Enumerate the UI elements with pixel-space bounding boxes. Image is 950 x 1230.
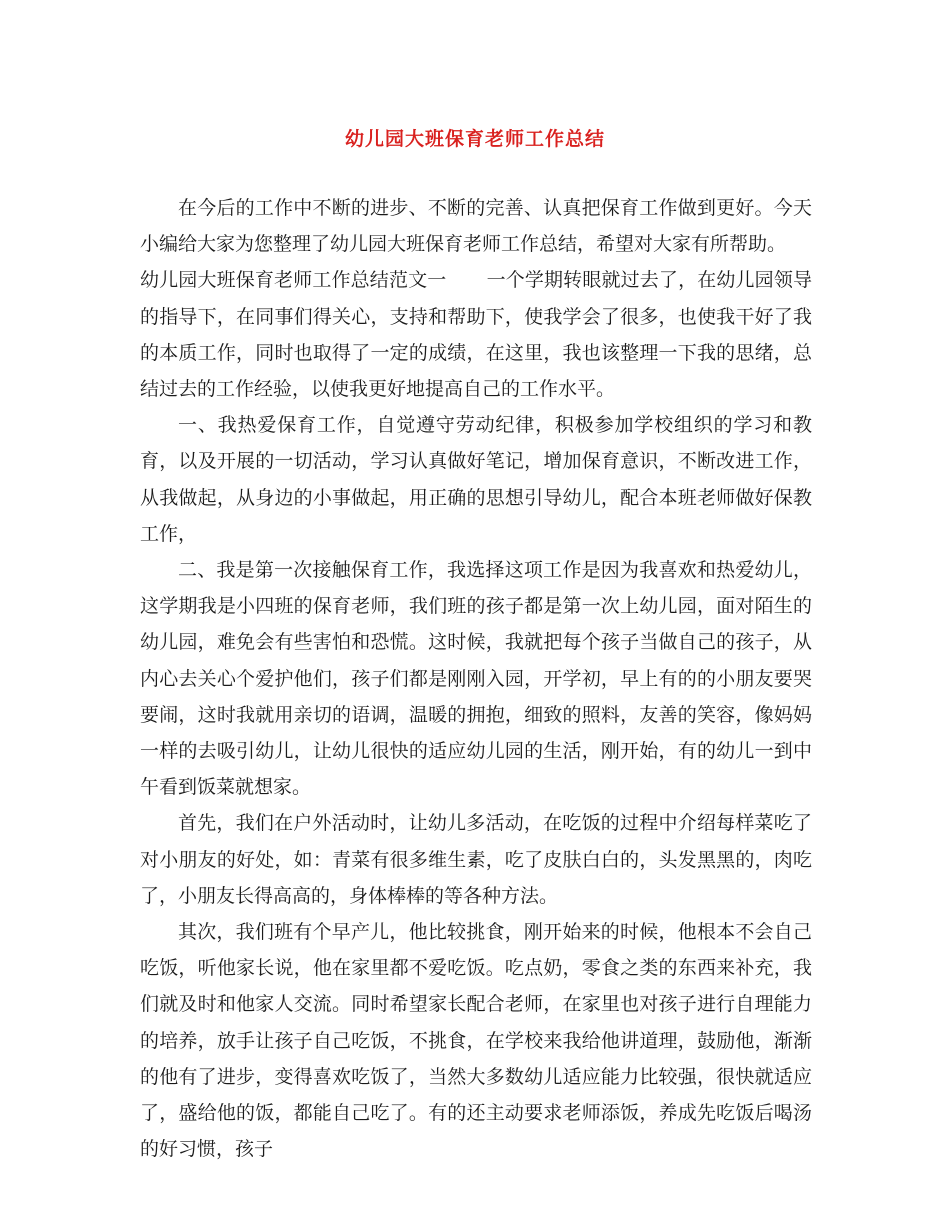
body-paragraph-1: 一、我热爱保育工作，自觉遵守劳动纪律，积极参加学校组织的学习和教育，以及开展的一切活动，学习认真做好笔记，增加保育意识，不断改进工作，从我做起，从身边的小事做起，用正确的思想引导幼儿，配合本班老师做好保教工作， [140, 414, 812, 545]
intro-paragraph: 在今后的工作中不断的进步、不断的完善、认真把保育工作做到更好。今天小编给大家为您整理了幼儿园大班保育老师工作总结，希望对大家有所帮助。 [140, 197, 812, 256]
body-paragraph-3: 首先，我们在户外活动时，让幼儿多活动，在吃饭的过程中介绍每样菜吃了对小朋友的好处，如：青菜有很多维生素，吃了皮肤白白的，头发黑黑的，肉吃了，小朋友长得高高的，身体棒棒的等各种方法。 [140, 812, 812, 907]
section-heading: 幼儿园大班保育老师工作总结范文一 [140, 269, 447, 292]
body-paragraph-4: 其次，我们班有个早产儿，他比较挑食，刚开始来的时候，他根本不会自己吃饭，听他家长说，他在家里都不爱吃饭。吃点奶，零食之类的东西来补充，我们就及时和他家人交流。同时希望家长配合老师，在家里也对孩子进行自理能力的培养，放手让孩子自己吃饭，不挑食，在学校来我给他讲道理，鼓励他，渐渐的他有了进步，变得喜欢吃饭了，当然大多数幼儿适应能力比较强，很快就适应了，盛给他的饭，都能自己吃了。有的还主动要求老师添饭，养成先吃饭后喝汤的好习惯，孩子 [140, 921, 812, 1161]
section-opening-text: 一个学期转眼就过去了，在幼儿园领导的指导下，在同事们得关心，支持和帮助下，使我学会了很多，也使我干好了我的本质工作，同时也取得了一定的成绩，在这里，我也该整理一下我的思绪，总结过去的工作经验，以使我更好地提高自己的工作水平。 [140, 269, 812, 401]
document-title: 幼儿园大班保育老师工作总结 [344, 128, 605, 150]
section-paragraph [140, 262, 812, 407]
document-body [140, 190, 812, 1167]
body-paragraph-2: 二、我是第一次接触保育工作，我选择这项工作是因为我喜欢和热爱幼儿，这学期我是小四班的保育老师，我们班的孩子都是第一次上幼儿园，面对陌生的幼儿园，难免会有些害怕和恐慌。这时候，我就把每个孩子当做自己的孩子，从内心去关心个爱护他们，孩子们都是刚刚入园，开学初，早上有的的小朋友要哭要闹，这时我就用亲切的语调，温暖的拥抱，细致的照料，友善的笑容，像妈妈一样的去吸引幼儿，让幼儿很快的适应幼儿园的生活，刚开始，有的幼儿一到中午看到饭菜就想家。 [140, 559, 812, 799]
